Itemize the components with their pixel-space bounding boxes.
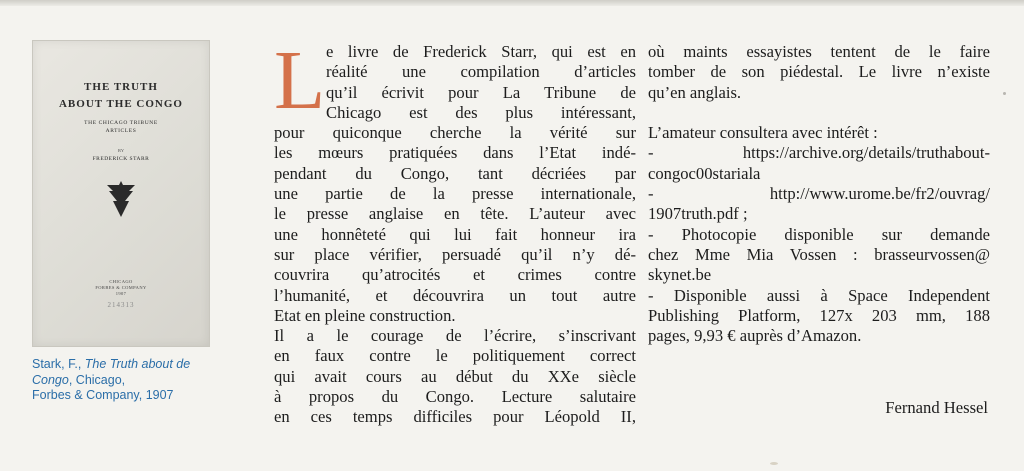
text-line: une honnêteté qui lui fait honneur ira (274, 224, 636, 244)
cover-stamp-number: 214313 (107, 301, 135, 309)
text-line: réalité une compilation d’articles (326, 62, 636, 82)
caption-publisher: Forbes & Company, 1907 (32, 388, 174, 402)
cover-publisher: CHICAGO FORBES & COMPANY 1907 (95, 279, 147, 296)
text-line: - Photocopie disponible sur demande (648, 224, 990, 244)
caption-author: Stark, F., (32, 357, 85, 371)
text-line: Etat en pleine construction. (274, 305, 456, 325)
link-line: congoc00stariala (648, 163, 761, 183)
text-line: en ces temps difficiles pour Léopold II, (274, 407, 636, 427)
text-line: - Disponible aussi à Space Independent (648, 285, 990, 305)
text-line: Il a le courage de l’écrire, s’inscrivant (274, 326, 636, 346)
text-line: qu’en anglais. (648, 82, 742, 102)
book-figure (32, 40, 232, 404)
caption-title: The Truth about de Congo (32, 357, 191, 387)
text-line: qui avait cours au début du XXe siècle (274, 366, 636, 386)
cover-title: THE TRUTH ABOUT THE CONGO (58, 81, 183, 110)
book-cover-image (32, 40, 210, 347)
link-line: - http://www.urome.be/fr2/ouvrag/ (648, 184, 990, 204)
paper-speck (1003, 92, 1006, 95)
text-line: e livre de Frederick Starr, qui est en (326, 42, 636, 61)
cover-author: FREDERICK STARR (92, 156, 150, 162)
text-line: l’humanité, et découvrira un tout autre (274, 285, 636, 305)
text-line: sur place vérifier, persuadé qu’il n’y dé- (274, 244, 636, 264)
author-signature: Fernand Hessel (885, 398, 988, 417)
paper-speck (770, 462, 778, 465)
text-line: L’amateur consultera avec intérêt : (648, 123, 878, 143)
page-top-edge (0, 0, 1024, 6)
text-line: les mœurs pratiquées dans l’Etat indé- (274, 143, 636, 163)
article-column-1 (274, 34, 636, 428)
text-line: tomber de son piédestal. Le livre n’existe (648, 62, 990, 82)
text-line: une partie de la presse internationale, (274, 184, 636, 204)
cover-by: BY (117, 148, 125, 153)
caption-place: , Chicago, (68, 372, 126, 387)
text-line: skynet.be (648, 265, 712, 285)
text-line: couvrira qu’atrocités et crimes contre (274, 265, 636, 285)
text-line: à propos du Congo. Lecture salutaire (274, 387, 636, 407)
text-line: qu’il écrivit pour La Tribune de (326, 82, 636, 102)
link-line: - https://archive.org/details/truthabout- (648, 143, 990, 163)
article-column-2 (648, 42, 990, 346)
text-line: chez Mme Mia Vossen : brasseurvossen@ (648, 244, 990, 264)
figure-caption (32, 357, 232, 404)
cover-emblem-icon (105, 181, 137, 221)
link-line: 1907truth.pdf ; (648, 204, 748, 224)
drop-cap: L (274, 34, 326, 127)
text-line: Chicago est des plus intéressant, (326, 102, 636, 122)
text-line: le presse anglaise en tête. L’auteur avec (274, 204, 636, 224)
cover-subtitle: THE CHICAGO TRIBUNE ARTICLES (84, 120, 158, 134)
blank-line (648, 103, 990, 123)
text-line: en faux contre le politiquement correct (274, 346, 636, 366)
text-line: Publishing Platform, 127x 203 mm, 188 (648, 305, 990, 325)
text-line: pour quiconque cherche la vérité sur (274, 123, 636, 143)
text-line: pages, 9,93 € auprès d’Amazon. (648, 326, 862, 346)
text-line: où maints essayistes tentent de le faire (648, 42, 990, 61)
text-line: pendant du Congo, tant décriées par (274, 163, 636, 183)
